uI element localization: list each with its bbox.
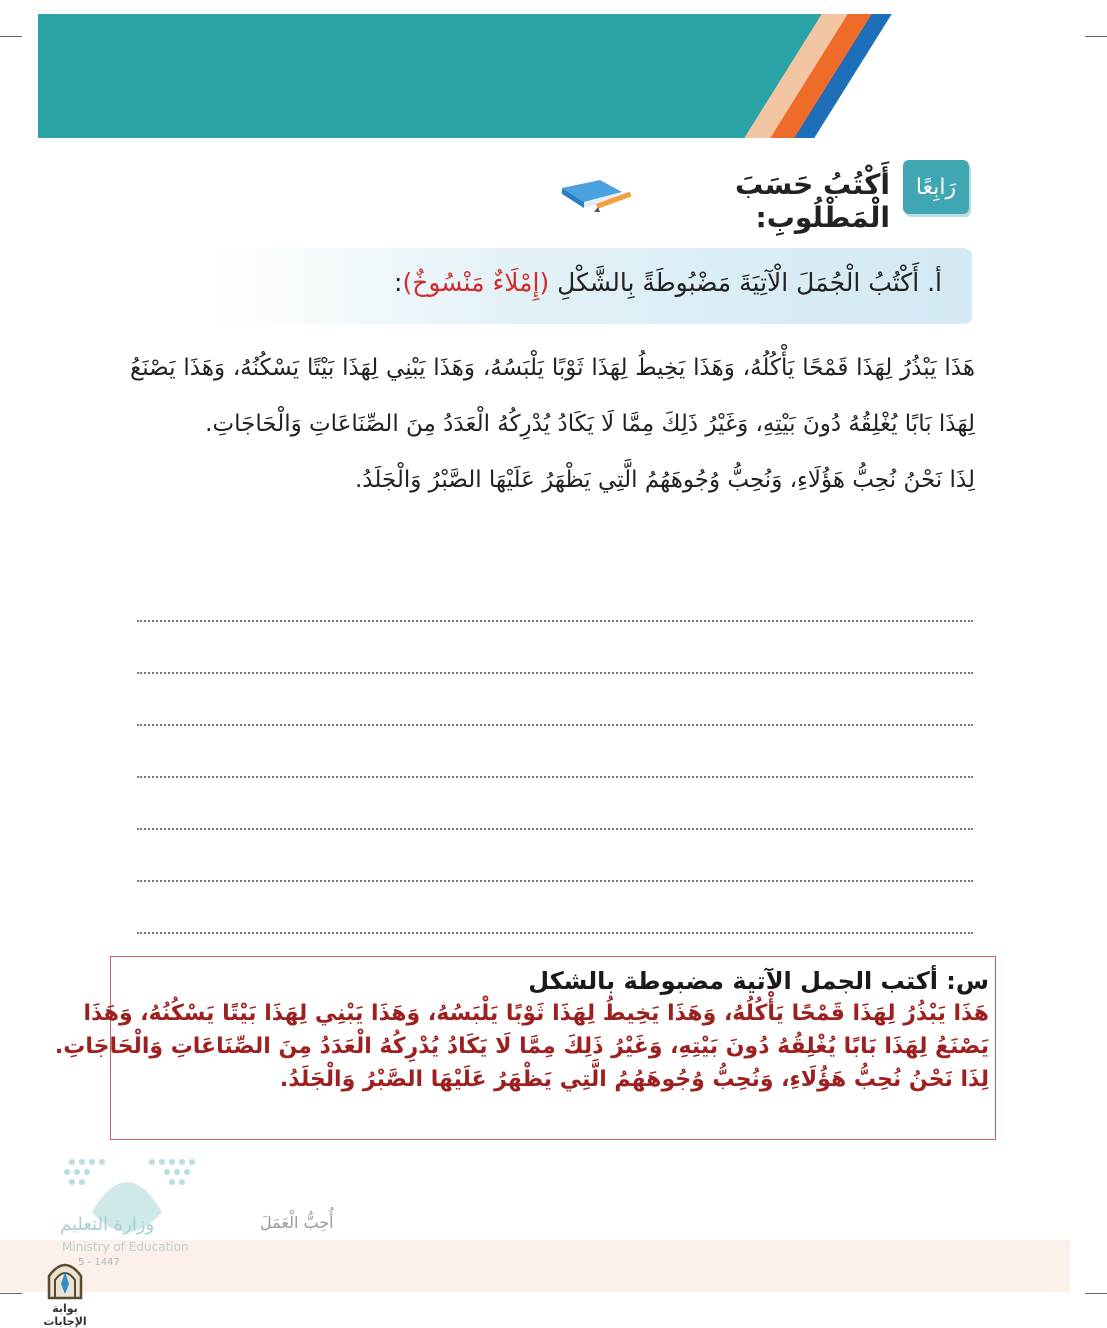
instruction-box: [210, 248, 972, 324]
writing-line[interactable]: [137, 776, 973, 778]
passage-paragraph-2: لِذَا نَحْنُ نُحِبُّ هَؤُلَاءِ، وَنُحِبُّ وُجُوهَهُمُ الَّتِي يَظْهَرُ عَلَيْهَا الصَّبْرُ وَالْجَلَدُ.: [354, 467, 975, 493]
writing-line[interactable]: [137, 724, 973, 726]
instruction-highlight: (إِمْلَاءٌ مَنْسُوخٌ): [402, 268, 550, 297]
writing-line[interactable]: [137, 828, 973, 830]
section-title: أَكْتُبُ حَسَبَ الْمَطْلُوبِ:: [734, 168, 890, 234]
writing-line[interactable]: [137, 620, 973, 622]
section-tab: رَابِعًا: [903, 160, 969, 214]
portal-label: بوابة الإجابات: [43, 1302, 87, 1328]
portal-pen-icon: [43, 1254, 87, 1300]
answer-question: س: أكتب الجمل الآتية مضبوطة بالشكل: [528, 967, 989, 995]
crop-mark: [1085, 36, 1107, 37]
answer-line-1: هَذَا يَبْذُرُ لِهَذَا قَمْحًا يَأْكُلُهُ، وَهَذَا يَخِيطُ لِهَذَا ثَوْبًا يَلْبَسُهُ، وَهَذَا يَبْنِي لِهَذَا بَيْتًا يَسْكُنُهُ، وَهَذَا: [83, 1001, 989, 1026]
instruction-prefix: أ. أَكْتُبُ الْجُمَلَ الْآتِيَةَ مَضْبُوطَةً بِالشَّكْلِ: [557, 268, 942, 297]
footer-motto: أُحِبُّ الْعَمَلَ: [260, 1213, 334, 1232]
passage-paragraph-1: هَذَا يَبْذُرُ لِهَذَا قَمْحًا يَأْكُلُهُ، وَهَذَا يَخِيطُ لِهَذَا ثَوْبًا يَلْبَسُهُ، وَهَذَا يَبْنِي لِهَذَا بَيْتًا يَسْكُنُهُ، وَهَذَا يَصْنَعُ لِهَذَا بَابًا يُغْلِقُهُ دُونَ بَيْتِهِ، وَغَيْرُ ذَلِكَ مِمَّا لَا يَكَادُ يُدْرِكُهُ الْعَدَدُ مِنَ الصِّنَاعَاتِ وَالْحَاجَاتِ.: [130, 355, 975, 437]
writing-line[interactable]: [137, 932, 973, 934]
crop-mark: [0, 36, 22, 37]
instruction-suffix: :: [394, 268, 403, 297]
answer-box: [54, 956, 996, 1140]
writing-line[interactable]: [137, 672, 973, 674]
instruction-text: [394, 268, 942, 297]
header-band: [38, 14, 1070, 138]
ministry-name-en: Ministry of Education: [62, 1240, 189, 1254]
answer-line-3: لِذَا نَحْنُ نُحِبُّ هَؤُلَاءِ، وَنُحِبُّ وُجُوهَهُمُ الَّتِي يَظْهَرُ عَلَيْهَا الصَّبْرُ وَالْجَلَدُ.: [279, 1067, 989, 1092]
answers-portal-logo[interactable]: [30, 1254, 100, 1328]
ministry-year: 5 - 1447: [78, 1257, 120, 1268]
ministry-name-ar: وزارة التعليم: [60, 1214, 155, 1235]
crop-mark: [0, 1293, 22, 1294]
crop-mark: [1085, 1293, 1107, 1294]
writing-lines: [137, 620, 973, 984]
book-pencil-icon: [556, 174, 636, 218]
answer-line-2: يَصْنَعُ لِهَذَا بَابًا يُغْلِقُهُ دُونَ بَيْتِهِ، وَغَيْرُ ذَلِكَ مِمَّا لَا يَكَادُ يُدْرِكُهُ الْعَدَدُ مِنَ الصِّنَاعَاتِ وَالْحَاجَاتِ.: [54, 1034, 989, 1059]
passage: [130, 340, 975, 508]
writing-line[interactable]: [137, 880, 973, 882]
